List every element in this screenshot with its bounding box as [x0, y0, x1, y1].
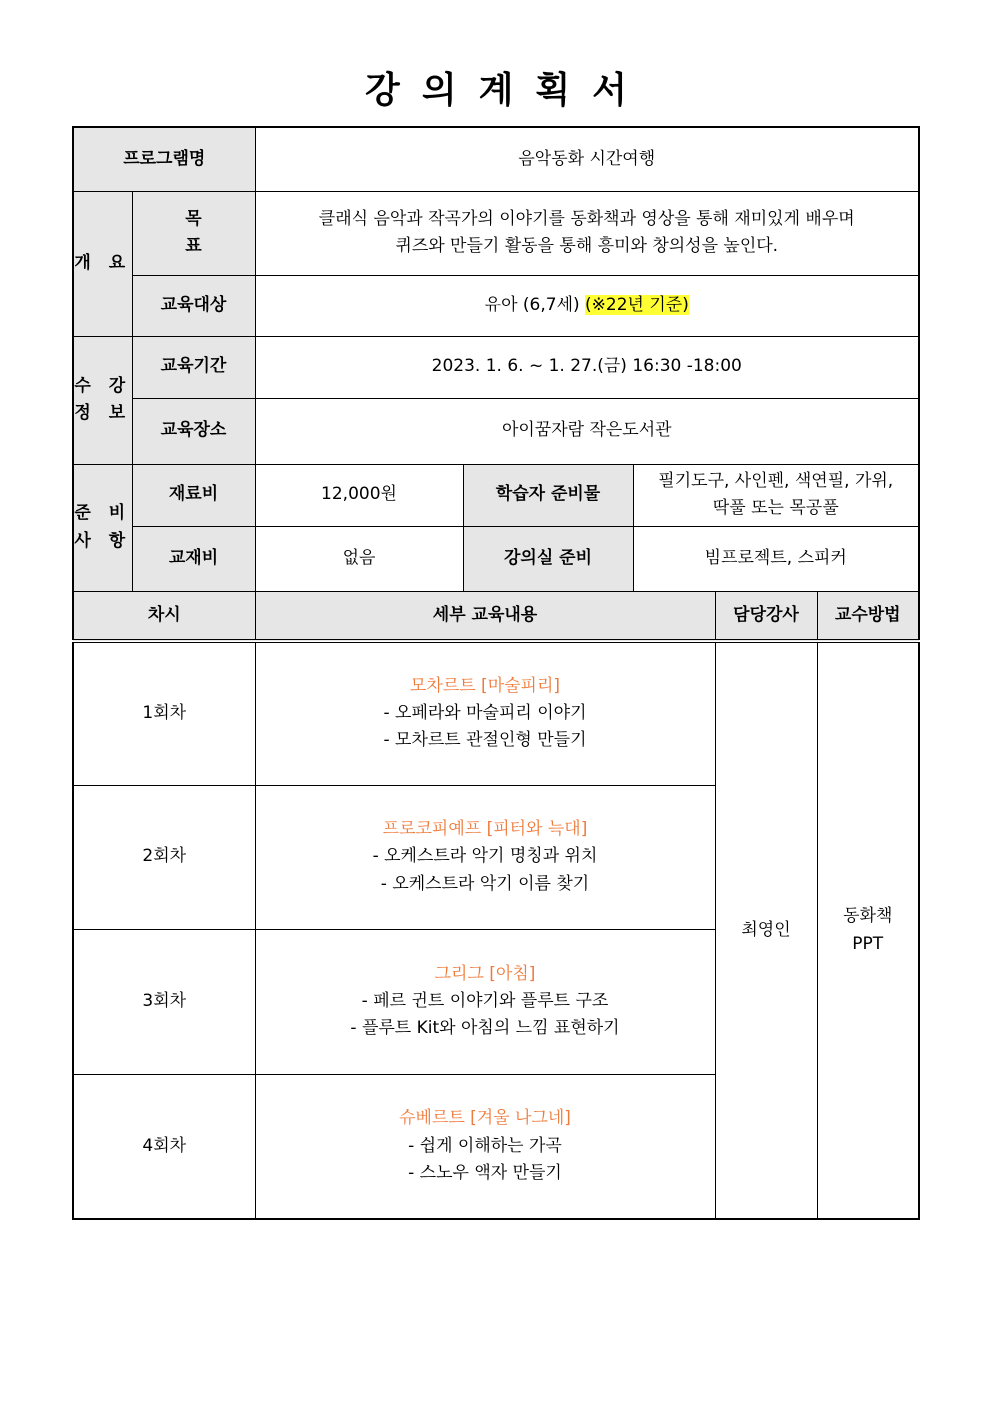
header-method: 교수방법: [817, 591, 919, 641]
goal-line-1: 클래식 음악과 작곡가의 이야기를 동화책과 영상을 통해 재미있게 배우며: [318, 208, 855, 229]
session-content: [255, 641, 715, 785]
prep-group-label-2: 사 항: [74, 530, 132, 551]
header-instructor: 담당강사: [715, 591, 817, 641]
goal-line-2: 퀴즈와 만들기 활동을 통해 흥미와 창의성을 높인다.: [395, 236, 779, 256]
session-no: 4회차: [73, 1074, 255, 1219]
session-item: - 오페라와 마술피리 이야기: [383, 703, 587, 724]
goal-row: [73, 191, 919, 275]
target-value: [255, 275, 919, 336]
session-topic: 프로코피예프 [피터와 늑대]: [382, 819, 588, 840]
session-item: - 페르 귄트 이야기와 플루트 구조: [361, 990, 609, 1011]
course-group-label-2: 정 보: [74, 403, 132, 423]
teaching-method-line-1: 동화책: [843, 906, 893, 927]
session-item: - 오케스트라 악기 이름 찾기: [380, 873, 590, 894]
period-value: 2023. 1. 6. ~ 1. 27.(금) 16:30 -18:00: [255, 336, 919, 398]
target-label: 교육대상: [132, 275, 255, 336]
place-value: 아이꿈자람 작은도서관: [255, 398, 919, 464]
session-item: - 플루트 Kit와 아침의 느낌 표현하기: [350, 1018, 620, 1039]
goal-value: [255, 191, 919, 275]
document-title: 강의계획서: [365, 70, 649, 111]
course-group-label-1: 수 강: [74, 375, 132, 396]
teaching-method-line-2: PPT: [852, 933, 884, 954]
textbook-fee-label: 교재비: [132, 526, 255, 591]
prep-group-label: [73, 464, 132, 591]
session-no: 2회차: [73, 785, 255, 929]
session-item: - 스노우 액자 만들기: [408, 1162, 562, 1183]
learner-prep-value: [633, 464, 919, 526]
classroom-prep-value: 빔프로젝트, 스피커: [633, 526, 919, 591]
session-row: [73, 641, 919, 785]
session-content: [255, 785, 715, 929]
textbook-fee-row: [73, 526, 919, 591]
material-fee-value: 12,000원: [255, 464, 463, 526]
program-label: 프로그램명: [73, 127, 255, 191]
teaching-method: [817, 641, 919, 1219]
goal-label: 목 표: [132, 191, 255, 275]
target-text: 유아 (6,7세): [484, 294, 586, 315]
material-fee-row: [73, 464, 919, 526]
session-no: 1회차: [73, 641, 255, 785]
header-session: 차시: [73, 591, 255, 641]
schedule-header-row: [73, 591, 919, 641]
session-item: - 쉽게 이해하는 가곡: [408, 1135, 562, 1156]
place-label: 교육장소: [132, 398, 255, 464]
prep-group-label-1: 준 비: [74, 503, 132, 524]
classroom-prep-label: 강의실 준비: [463, 526, 633, 591]
textbook-fee-value: 없음: [255, 526, 463, 591]
period-label: 교육기간: [132, 336, 255, 398]
program-value: 음악동화 시간여행: [255, 127, 919, 191]
lecture-plan-table: [72, 126, 920, 1220]
session-content: [255, 929, 715, 1074]
material-fee-label: 재료비: [132, 464, 255, 526]
period-row: [73, 336, 919, 398]
session-topic: 슈베르트 [겨울 나그네]: [399, 1108, 571, 1129]
course-group-label: [73, 336, 132, 464]
session-topic: 모차르트 [마술피리]: [409, 675, 561, 696]
session-item: - 모차르트 관절인형 만들기: [383, 730, 587, 751]
session-content: [255, 1074, 715, 1219]
session-no: 3회차: [73, 929, 255, 1074]
session-item: - 오케스트라 악기 명칭과 위치: [372, 846, 598, 867]
learner-prep-label: 학습자 준비물: [463, 464, 633, 526]
learner-prep-line-2: 딱풀 또는 목공풀: [712, 498, 839, 518]
target-row: [73, 275, 919, 336]
overview-group-label: 개 요: [73, 191, 132, 336]
session-topic: 그리그 [아침]: [434, 963, 536, 984]
instructor-name: 최영인: [715, 641, 817, 1219]
program-row: [73, 127, 919, 191]
target-note: (※22년 기준): [585, 294, 689, 315]
place-row: [73, 398, 919, 464]
header-content: 세부 교육내용: [255, 591, 715, 641]
learner-prep-line-1: 필기도구, 사인펜, 색연필, 가위,: [658, 470, 894, 491]
